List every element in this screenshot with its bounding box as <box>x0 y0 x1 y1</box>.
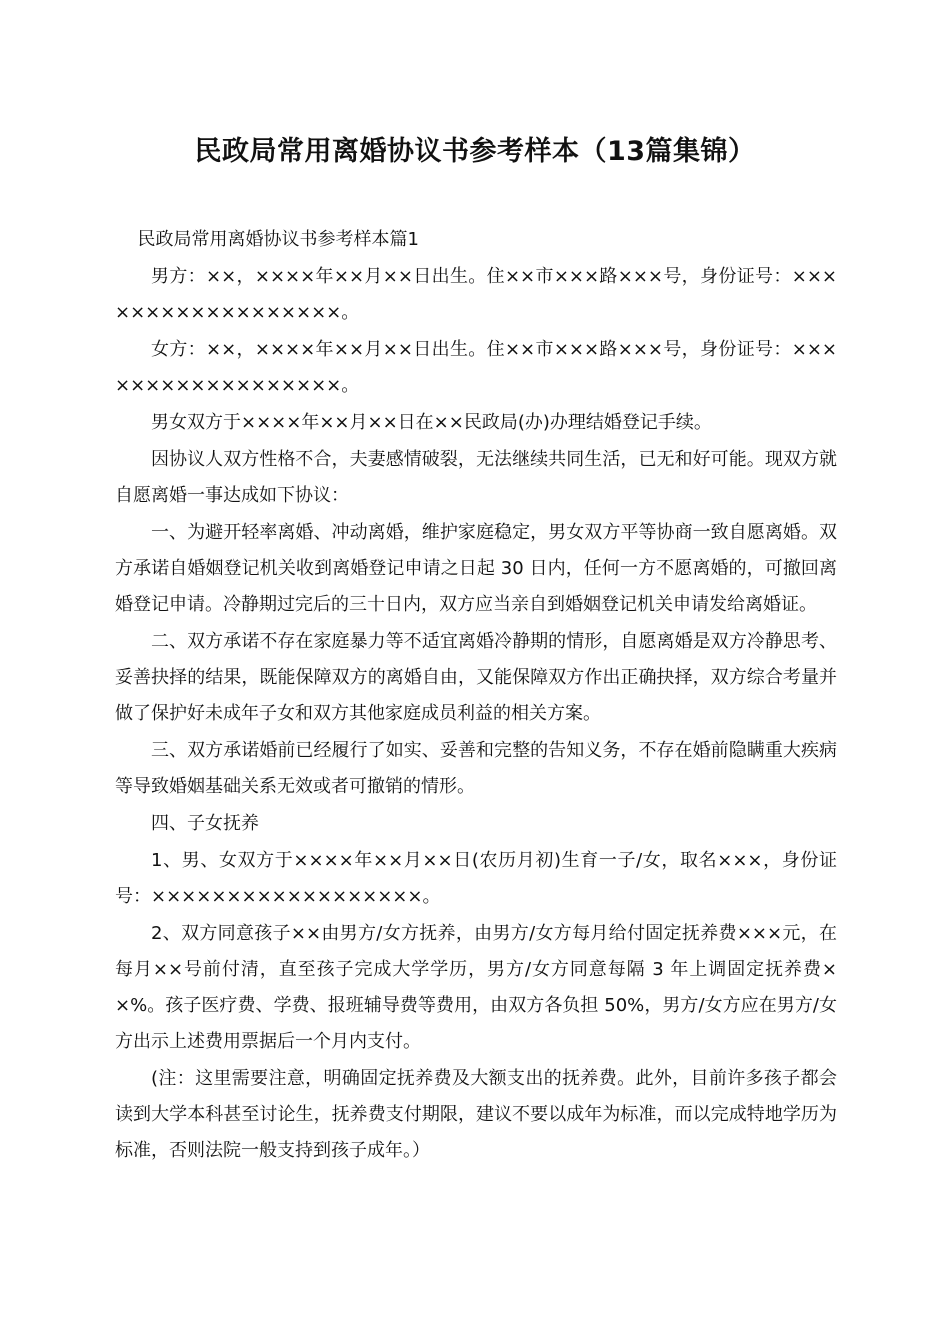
document-title: 民政局常用离婚协议书参考样本（13篇集锦） <box>194 136 756 167</box>
paragraph-reason: 因协议人双方性格不合，夫妻感情破裂，无法继续共同生活，已无和好可能。现双方就自愿离婚一事达成如下协议： <box>115 449 837 506</box>
paragraph-male-party: 男方：××，××××年××月××日出生。住××市×××路×××号，身份证号：××××××××××××××××××。 <box>115 266 837 323</box>
paragraph-child-birth: 1、男、女双方于××××年××月××日(农历月初)生育一子/女，取名×××，身份证号：××××××××××××××××××。 <box>115 850 837 907</box>
paragraph-clause-3: 三、双方承诺婚前已经履行了如实、妥善和完整的告知义务，不存在婚前隐瞒重大疾病等导致婚姻基础关系无效或者可撤销的情形。 <box>115 740 837 797</box>
document-body <box>115 222 837 1170</box>
paragraph-note: (注：这里需要注意，明确固定抚养费及大额支出的抚养费。此外，目前许多孩子都会读到大学本科甚至讨论生，抚养费支付期限，建议不要以成年为标准，而以完成特地学历为标准，否则法院一般支持到孩子成年。） <box>115 1068 837 1161</box>
paragraph-clause-2: 二、双方承诺不存在家庭暴力等不适宜离婚冷静期的情形，自愿离婚是双方冷静思考、妥善抉择的结果，既能保障双方的离婚自由，又能保障双方作出正确抉择，双方综合考量并做了保护好未成年子女和双方其他家庭成员利益的相关方案。 <box>115 631 837 724</box>
section-heading: 民政局常用离婚协议书参考样本篇1 <box>137 229 419 250</box>
paragraph-marriage-registration: 男女双方于××××年××月××日在××民政局(办)办理结婚登记手续。 <box>151 412 712 433</box>
paragraph-clause-4-heading: 四、子女抚养 <box>151 813 259 834</box>
paragraph-clause-1: 一、为避开轻率离婚、冲动离婚，维护家庭稳定，男女双方平等协商一致自愿离婚。双方承诺自婚姻登记机关收到离婚登记申请之日起 30 日内，任何一方不愿离婚的，可撤回离婚登记申请。冷静期过完后的三十日内，双方应当亲自到婚姻登记机关申请发给离婚证。 <box>115 522 837 615</box>
paragraph-child-support: 2、双方同意孩子××由男方/女方抚养，由男方/女方每月给付固定抚养费×××元，在每月××号前付清，直至孩子完成大学学历，男方/女方同意每隔 3 年上调固定抚养费××%。孩子医疗费、学费、报班辅导费等费用，由双方各负担 50%，男方/女方应在男方/女方出示上述费用票据后一个月内支付。 <box>115 923 837 1052</box>
paragraph-female-party: 女方：××，××××年××月××日出生。住××市×××路×××号，身份证号：××××××××××××××××××。 <box>115 339 837 396</box>
